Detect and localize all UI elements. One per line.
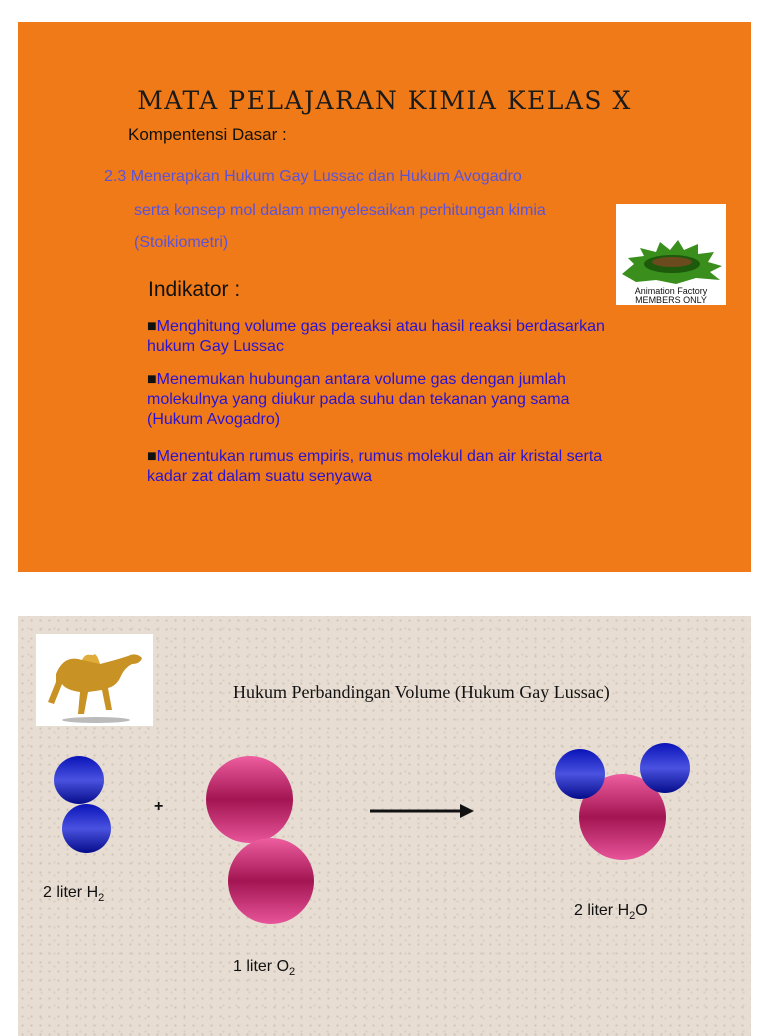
hydrogen-atom-icon bbox=[640, 743, 690, 793]
indikator-item bbox=[147, 317, 607, 357]
indikator-text: Menemukan hubungan antara volume gas dengan jumlah molekulnya yang diukur pada suhu dan tekanan yang sama (Hukum Avogadro) bbox=[147, 371, 570, 428]
oxygen-atom-icon bbox=[206, 756, 293, 843]
h2o-volume-label: 2 liter $H_2O$ bbox=[574, 902, 648, 923]
leaf-hole-icon bbox=[616, 204, 726, 284]
slide-kompetensi bbox=[18, 22, 751, 572]
bullet-square-icon: ■ bbox=[147, 448, 157, 465]
kd-line-2: serta konsep mol dalam menyelesaikan perhitungan kimia bbox=[134, 202, 546, 219]
kd-line-1: 2.3 Menerapkan Hukum Gay Lussac dan Hukum Avogadro bbox=[104, 168, 522, 185]
indikator-label: Indikator : bbox=[148, 278, 241, 301]
hydrogen-atom-icon bbox=[62, 804, 111, 853]
reaction-arrow-icon bbox=[368, 802, 476, 820]
o2-volume-label: 1 liter $O_2$ bbox=[233, 958, 296, 979]
slide-title: MATA PELAJARAN KIMIA KELAS X bbox=[137, 86, 632, 115]
hydrogen-atom-icon bbox=[555, 749, 605, 799]
plus-sign: + bbox=[154, 798, 164, 815]
kompetensi-dasar-label: Kompentensi Dasar : bbox=[128, 125, 287, 144]
indikator-item bbox=[147, 370, 607, 430]
logo-caption-1: Animation Factory bbox=[634, 286, 708, 296]
bullet-square-icon: ■ bbox=[147, 318, 157, 335]
slide-gay-lussac bbox=[18, 616, 751, 1036]
oxygen-atom-icon bbox=[228, 838, 314, 924]
hydrogen-atom-icon bbox=[54, 756, 104, 804]
indikator-text: Menentukan rumus empiris, rumus molekul dan air kristal serta kadar zat dalam suatu senyawa bbox=[147, 448, 603, 485]
animation-factory-logo bbox=[616, 204, 726, 305]
camel-icon bbox=[36, 634, 153, 726]
camel-image bbox=[36, 634, 153, 726]
bullet-square-icon: ■ bbox=[147, 371, 157, 388]
kd-line-3: (Stoikiometri) bbox=[134, 234, 229, 251]
h2-volume-label: 2 liter $H_2$ bbox=[43, 884, 105, 905]
slide-title: Hukum Perbandingan Volume (Hukum Gay Lussac) bbox=[233, 682, 610, 702]
logo-caption-2: MEMBERS ONLY bbox=[635, 295, 707, 305]
indikator-item bbox=[147, 447, 607, 487]
indikator-text: Menghitung volume gas pereaksi atau hasil reaksi berdasarkan hukum Gay Lussac bbox=[147, 318, 605, 355]
